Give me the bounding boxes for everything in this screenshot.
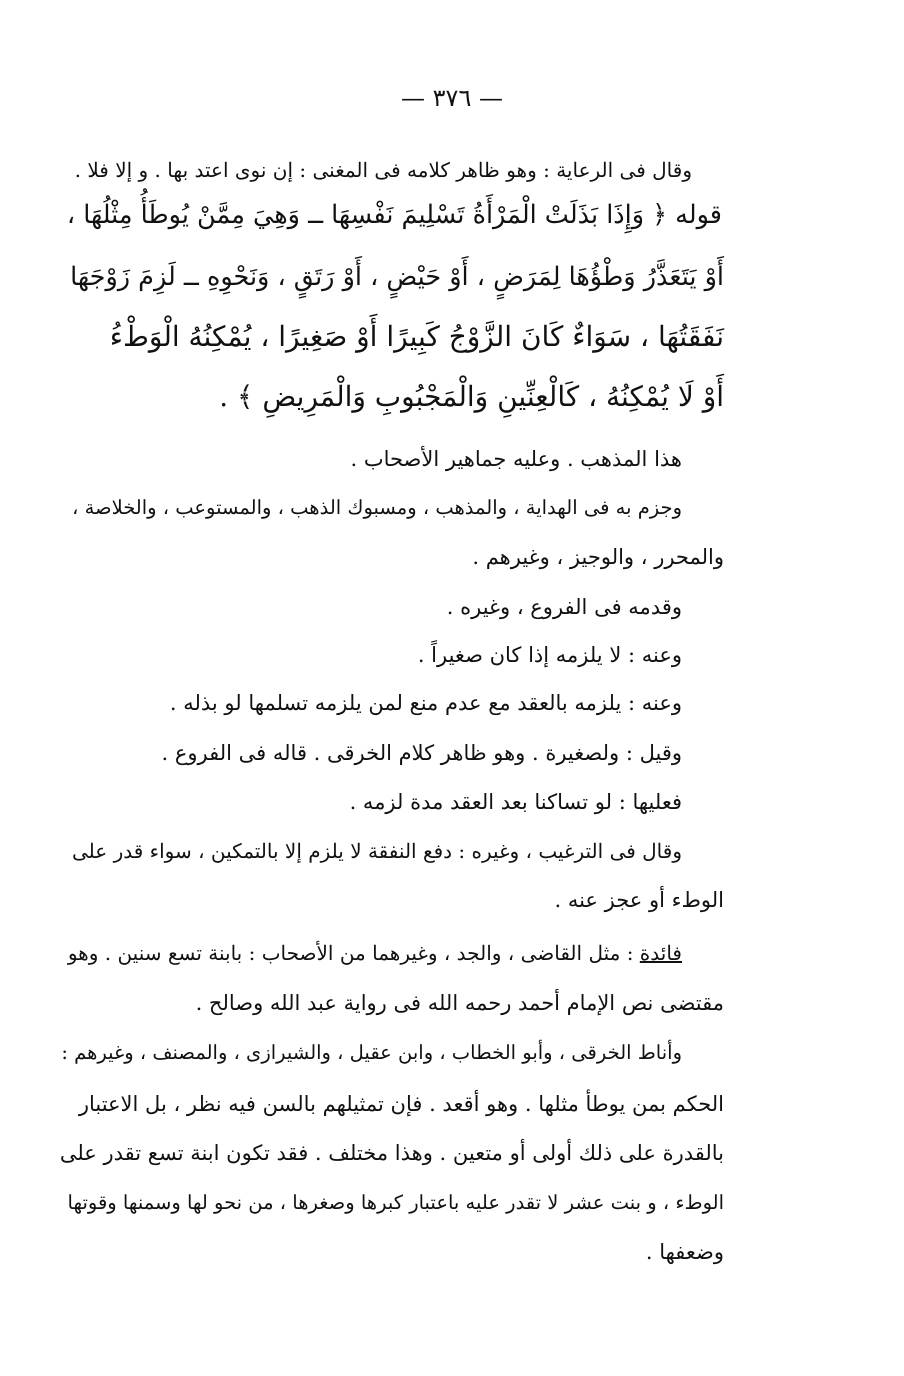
text-line: الحكم بمن يوطأ مثلها . وهو أقعد . فإن تمثيلهم بالسن فيه نظر ، بل الاعتبار xyxy=(78,1092,724,1116)
text-line: فعليها : لو تساكنا بعد العقد مدة لزمه . xyxy=(349,790,682,814)
faida-text: : مثل القاضى ، والجد ، وغيرهما من الأصحاب : بابنة تسع سنين . وهو xyxy=(67,941,634,965)
text-line: وأناط الخرقى ، وأبو الخطاب ، وابن عقيل ، والشيرازى ، والمصنف ، وغيرهم : xyxy=(61,1041,682,1064)
matn-line: أَوْ لَا يُمْكِنُهُ ، كَالْعِنِّينِ وَالْمَجْبُوبِ وَالْمَرِيضِ ﴾ . xyxy=(219,380,724,413)
faida-heading: فائدة xyxy=(639,941,682,965)
text-line: وعنه : لا يلزمه إذا كان صغيراً . xyxy=(417,643,682,667)
text-line: هذا المذهب . وعليه جماهير الأصحاب . xyxy=(350,447,682,471)
matn-line: نَفَقَتُهَا ، سَوَاءٌ كَانَ الزَّوْجُ كَبِيرًا أَوْ صَغِيرًا ، يُمْكِنُهُ الْوَطْءُ xyxy=(109,320,724,353)
text-line: بالقدرة على ذلك أولى أو متعين . وهذا مختلف . فقد تكون ابنة تسع تقدر على xyxy=(59,1141,724,1165)
text-line: وقدمه فى الفروع ، وغيره . xyxy=(446,595,682,619)
text-line xyxy=(68,943,682,963)
text-line: وقال فى الرعاية : وهو ظاهر كلامه فى المغنى : إن نوى اعتد بها . و إلا فلا . xyxy=(74,158,692,182)
matn-line: قوله ﴿ وَإِذَا بَذَلَتْ الْمَرْأَةُ تَسْلِيمَ نَفْسِهَا ــ وَهِيَ مِمَّنْ يُوطَأُ مِثْلُهَا ، xyxy=(66,200,722,230)
text-line: الوطء ، و بنت عشر لا تقدر عليه باعتبار كبرها وصغرها ، من نحو لها وسمنها وقوتها xyxy=(67,1191,724,1214)
matn-line: أَوْ يَتَعَذَّرُ وَطْؤُهَا لِمَرَضٍ ، أَوْ حَيْضٍ ، أَوْ رَتَقٍ ، وَنَحْوِهِ ــ لَزِمَ زَوْجَهَا xyxy=(70,262,724,292)
text-line: وعنه : يلزمه بالعقد مع عدم منع لمن يلزمه تسلمها لو بذله . xyxy=(169,691,682,715)
text-line: وضعفها . xyxy=(645,1240,724,1264)
text-line: وقال فى الترغيب ، وغيره : دفع النفقة لا يلزم إلا بالتمكين ، سواء قدر على xyxy=(72,839,682,863)
page-number: — ٣٧٦ — xyxy=(401,84,503,112)
text-line: الوطء أو عجز عنه . xyxy=(554,888,724,912)
text-line: وجزم به فى الهداية ، والمذهب ، ومسبوك الذهب ، والمستوعب ، والخلاصة ، xyxy=(72,496,682,519)
text-line: والمحرر ، والوجيز ، وغيرهم . xyxy=(472,545,724,569)
text-line: مقتضى نص الإمام أحمد رحمه الله فى رواية عبد الله وصالح . xyxy=(195,991,724,1015)
text-line: وقيل : ولصغيرة . وهو ظاهر كلام الخرقى . قاله فى الفروع . xyxy=(161,741,682,765)
